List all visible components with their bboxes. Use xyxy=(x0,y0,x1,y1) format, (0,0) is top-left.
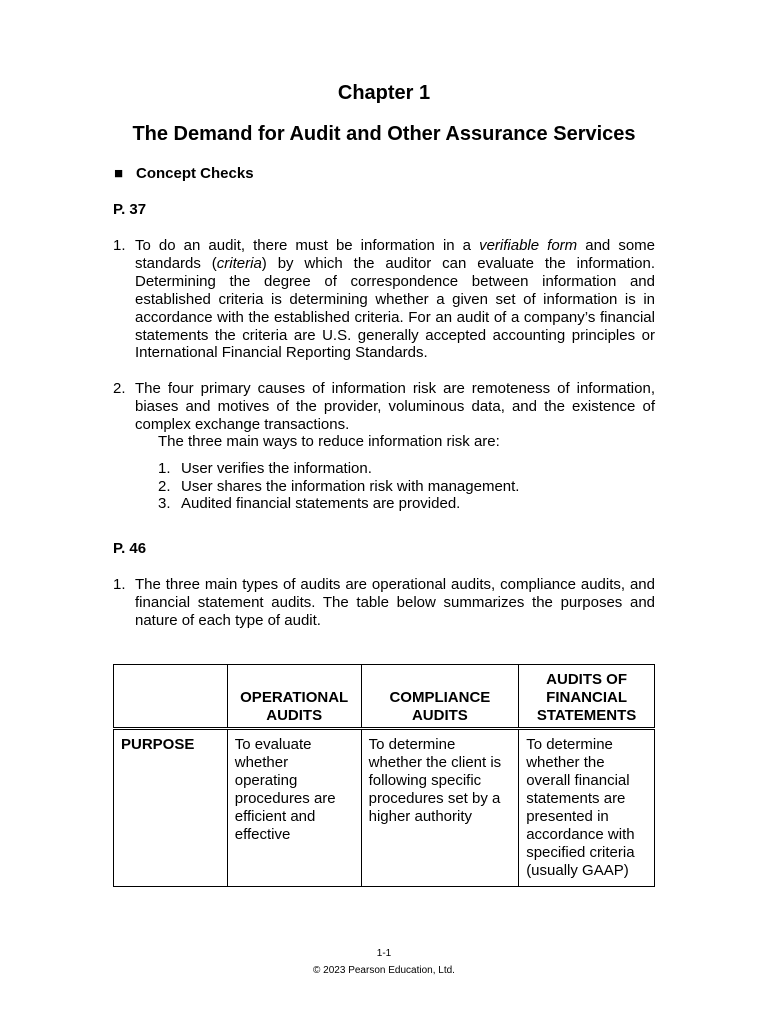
table-row xyxy=(114,729,655,887)
row-header-purpose: PURPOSE xyxy=(114,729,228,887)
column-header-blank xyxy=(114,665,228,729)
chapter-title: The Demand for Audit and Other Assurance Services xyxy=(132,123,636,145)
list-item xyxy=(158,495,519,513)
emphasis-criteria: criteria xyxy=(216,254,262,272)
page-ref-p46: P. 46 xyxy=(113,540,147,557)
square-bullet-icon: ■ xyxy=(114,165,124,182)
list-number: 1. xyxy=(113,237,126,254)
table-cell: To determine whether the client is following specific procedures set by a higher authority xyxy=(361,729,519,887)
p46-item-1 xyxy=(113,576,655,630)
table-header-row xyxy=(114,665,655,729)
column-header-financial-statements: AUDITS OF FINANCIAL STATEMENTS xyxy=(519,665,655,729)
p37-item-1-text xyxy=(135,237,655,362)
list-number: 3. xyxy=(158,495,171,513)
list-item-text: User verifies the information. xyxy=(181,460,372,477)
column-header-compliance: COMPLIANCE AUDITS xyxy=(361,665,519,729)
list-item xyxy=(158,460,519,478)
chapter-number: Chapter 1 xyxy=(337,82,431,104)
table-cell: To determine whether the overall financial statements are presented in accordance with specified criteria (usually GAAP) xyxy=(519,729,655,887)
concept-checks-heading xyxy=(114,165,254,182)
p37-item-2 xyxy=(113,380,655,434)
p37-item-1 xyxy=(113,237,655,362)
text-run: To do an audit, there must be information in a xyxy=(135,237,480,254)
list-number: 1. xyxy=(113,576,126,593)
list-number: 2. xyxy=(158,477,171,495)
page-number: 1-1 xyxy=(376,948,392,959)
p46-item-1-text: The three main types of audits are operational audits, compliance audits, and financial statement audits. The table below summarizes the purposes and nature of each type of audit. xyxy=(135,576,655,629)
list-item xyxy=(158,478,519,496)
text-run: and some standards ( xyxy=(135,237,655,272)
table-cell: To evaluate whether operating procedures are efficient and effective xyxy=(227,729,361,887)
list-number: 1. xyxy=(158,460,171,477)
text-run: ) by which the auditor can evaluate the information. Determining the degree of correspondence between information and established criteria is determining whether a given set of information is in accordance with the established criteria. For an audit of a company’s financial statements the criteria are U.S. generally accepted accounting principles or International Financial Reporting Standards. xyxy=(135,254,655,362)
p37-item-2-continuation: The three main ways to reduce information risk are: xyxy=(158,433,500,450)
emphasis-verifiable-form: verifiable form xyxy=(479,237,578,254)
list-item-text: Audited financial statements are provided. xyxy=(181,495,461,513)
column-header-operational: OPERATIONAL AUDITS xyxy=(227,665,361,729)
list-item-text: User shares the information risk with management. xyxy=(181,477,520,495)
list-number: 2. xyxy=(113,380,126,397)
risk-reduction-list xyxy=(158,460,519,513)
audit-types-table xyxy=(113,664,655,887)
p37-item-2-text: The four primary causes of information risk are remoteness of information, biases and motives of the provider, voluminous data, and the existence of complex exchange transactions. xyxy=(135,380,655,433)
page-ref-p37: P. 37 xyxy=(113,201,147,218)
concept-checks-label: Concept Checks xyxy=(136,165,254,182)
copyright-notice: © 2023 Pearson Education, Ltd. xyxy=(313,965,455,976)
